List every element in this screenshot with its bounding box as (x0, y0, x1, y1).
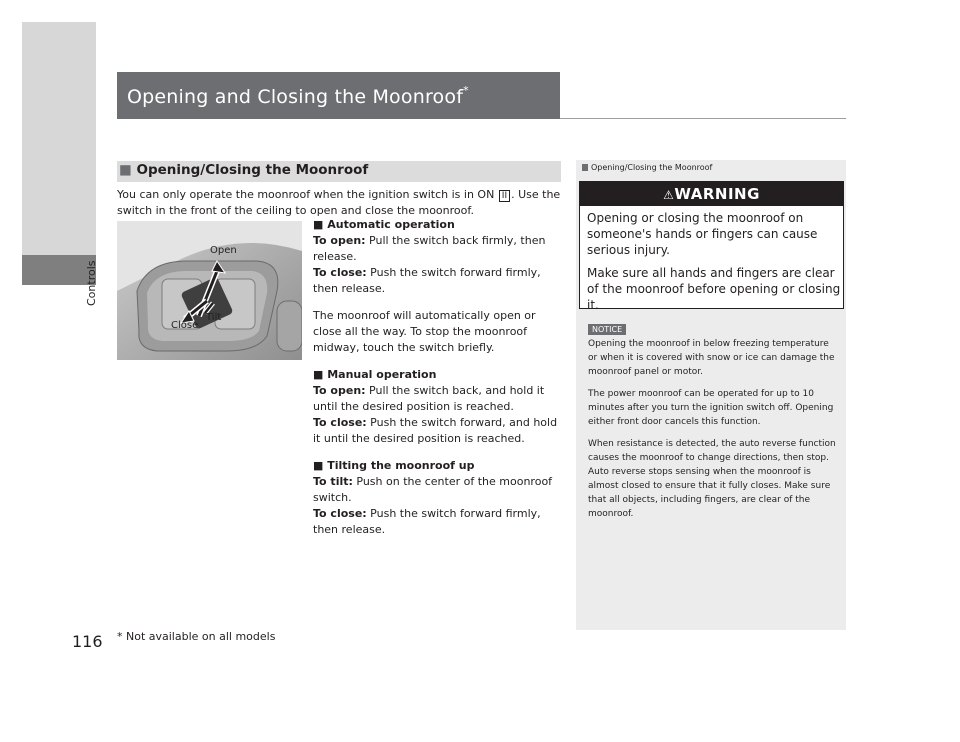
sidebar-heading: Opening/Closing the Moonroof (582, 163, 712, 172)
page-title: Opening and Closing the Moonroof* (127, 84, 469, 108)
notice-paragraph-3: When resistance is detected, the auto reverse function causes the moonroof to change directions, then stop. Auto reverse stops sensing when the moonroof is almost closed to ensure that it fully closes. Make sure that all objects, including fingers, are clear of the moonroof. (588, 439, 836, 519)
manual-close: To close: Push the switch forward, and hold it until the desired position is reached. (313, 416, 558, 445)
section-heading: ■ Opening/Closing the Moonroof (119, 162, 369, 178)
title-asterisk: * (463, 84, 469, 97)
warning-triangle-icon: ⚠ (663, 188, 675, 202)
warning-text-2: Make sure all hands and fingers are clear of the moonroof before opening or closing it. (587, 266, 841, 312)
moonroof-switch-photo (117, 221, 302, 360)
tilt-heading: ■ Tilting the moonroof up (313, 459, 475, 472)
label-close: Close (171, 320, 199, 331)
manual-heading: ■ Manual operation (313, 368, 437, 381)
tilt-close: To close: Push the switch forward firmly, then release. (313, 507, 541, 536)
warning-title: ⚠WARNING (580, 182, 843, 206)
label-open: Open (210, 245, 237, 256)
manual-open: To open: Pull the switch back, and hold it until the desired position is reached. (313, 384, 545, 413)
footnote: * Not available on all models (117, 630, 276, 643)
notice-paragraph-2: The power moonroof can be operated for up to 10 minutes after you turn the ignition switch off. Opening either front door cancels this function. (588, 389, 834, 427)
auto-close: To close: Push the switch forward firmly, then release. (313, 266, 541, 295)
title-rule (560, 118, 846, 119)
notice-badge: NOTICE (588, 324, 626, 335)
page-number: 116 (72, 632, 103, 651)
intro-paragraph: You can only operate the moonroof when the ignition switch is in ON II . Use the switch in the front of the ceiling to open and close the moonroof. (117, 188, 561, 217)
operation-instructions (313, 217, 563, 538)
chapter-label: Controls (85, 260, 98, 306)
ignition-key-symbol: II (499, 190, 510, 202)
auto-heading: ■ Automatic operation (313, 218, 455, 231)
warning-text-1: Opening or closing the moonroof on someone's hands or fingers can cause serious injury. (587, 211, 818, 257)
auto-open: To open: Pull the switch back firmly, then release. (313, 234, 546, 263)
auto-note: The moonroof will automatically open or close all the way. To stop the moonroof midway, touch the switch briefly. (313, 309, 536, 354)
notice-text (588, 337, 838, 529)
notice-paragraph-1: Opening the moonroof in below freezing temperature or when it is covered with snow or ice can damage the moonroof panel or motor. (588, 339, 835, 377)
tilt-up: To tilt: Push on the center of the moonroof switch. (313, 475, 553, 504)
chapter-tab (22, 22, 96, 257)
label-tilt: Tilt (206, 312, 222, 323)
warning-box (579, 181, 844, 312)
